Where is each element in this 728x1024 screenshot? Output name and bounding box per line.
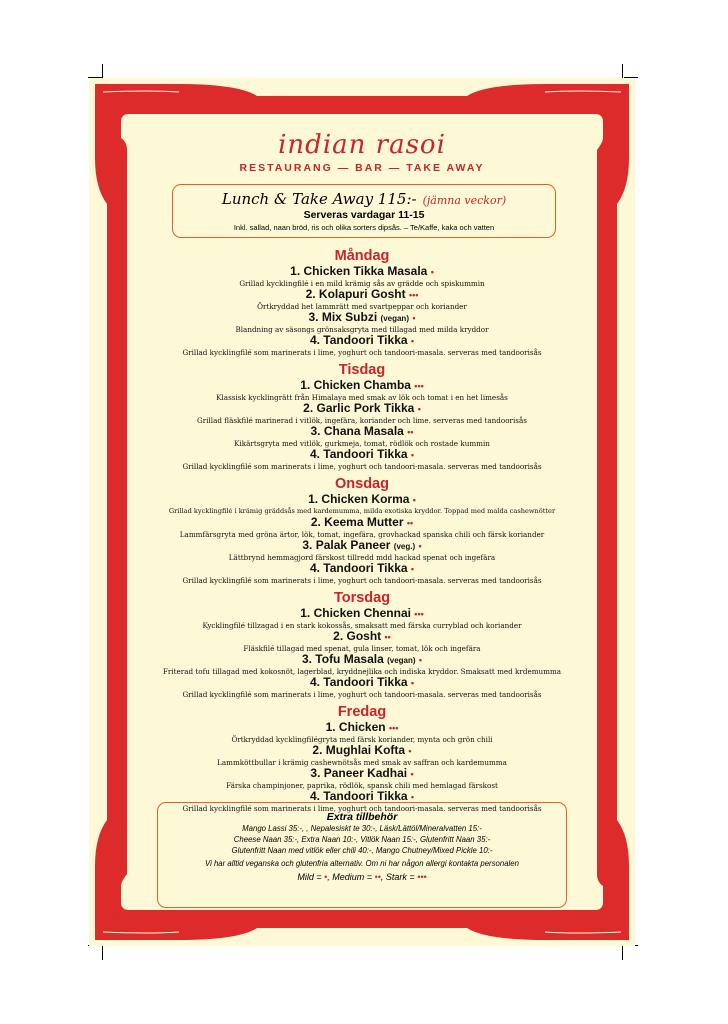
day-heading: Torsdag [333, 590, 391, 606]
crop-mark [102, 64, 103, 78]
heat-level: ••• [414, 609, 424, 619]
dish-description: Lammfärsgryta med gröna ärtor, lök, tomat, ingefära, grovhackad spanska chili och färsk koriander [179, 530, 545, 539]
dish-description: Färska champinjoner, paprika, rödlök, spansk chili med hemlagad färskost [226, 781, 498, 790]
dish-title: 2. Kolapuri Gosht ••• [305, 287, 419, 301]
crop-mark [622, 64, 623, 78]
dish-description: Grillad kycklingfilé som marinerats i lime, yoghurt och tandoori-masala. serveras med tandoorisås [182, 348, 542, 357]
heat-level: • [410, 678, 415, 688]
heat-legend: Mild = •, Medium = ••, Stark = ••• [297, 872, 427, 882]
dish-title: 4. Tandoori Tikka • [309, 675, 415, 689]
heat-level: • [410, 564, 415, 574]
dish-description: Grillad kycklingfilé i en mild krämig sås av grädde och spiskummin [239, 279, 485, 288]
heat-level: •• [407, 427, 414, 437]
dish-title: 1. Chicken Chennai ••• [300, 606, 424, 620]
heat-level: •• [406, 518, 414, 528]
dish-title: 4. Tandoori Tikka • [309, 561, 415, 575]
dish-title: 2. Garlic Pork Tikka • [303, 401, 421, 415]
lunch-title: Lunch & Take Away 115:- [221, 190, 417, 208]
dish-description: Lammköttbullar i krämig cashewnötsås med smak av saffran och kardemumma [217, 758, 507, 767]
dish-description: Örtkryddad kycklingfilégryta med färsk koriander, mynta och grön chili [231, 735, 493, 744]
heat-level: • [410, 336, 415, 346]
day-heading: Tisdag [338, 362, 386, 378]
day-section [89, 589, 635, 699]
dish-title: 1. Chicken ••• [325, 720, 399, 734]
dish-title: 1. Chicken Korma • [308, 492, 416, 506]
dish-description: Örtkryddad het lammrätt med svartpeppar och koriander [257, 302, 467, 311]
day-heading: Fredag [337, 704, 387, 720]
dish-description: Friterad tofu tillagad med kokosnöt, lagerblad, kryddnejlika och indiska kryddor. Smaksatt med krdemumma [162, 667, 562, 676]
dish-title: 4. Tandoori Tikka • [309, 789, 415, 803]
dish-title: 3. Chana Masala •• [310, 424, 414, 438]
heat-level: ••• [408, 290, 419, 300]
dish-title: 3. Mix Subzi (vegan) • [308, 310, 416, 324]
logo [89, 130, 635, 174]
dish-title: 4. Tandoori Tikka • [309, 447, 415, 461]
crop-mark [622, 946, 623, 960]
allergy-notice: Vi har alltid veganska och glutenfria alternativ. Om ni har någon allergi kontakta personalen [205, 859, 519, 868]
dish-description: Grillad kycklingfilé som marinerats i lime, yoghurt och tandoori-masala. serveras med tandoorisås [182, 804, 542, 813]
dish-title: 2. Keema Mutter •• [310, 515, 414, 529]
extras-line: Cheese Naan 35:-, Extra Naan 10:-, Vitlök Naan 15:-, Glutenfritt Naan 35:- [233, 835, 491, 844]
lunch-weeks: (jämna veckor) [422, 194, 507, 207]
dish-description: Kikärtsgryta med vitlök, gurkmeja, tomat, rödlök och rostade kummin [234, 439, 490, 448]
menu-content [89, 78, 635, 946]
dish-description: Grillad fläskfilé marinerad i vitlök, ingefära, koriander och lime. serveras med tandoorisås [197, 416, 527, 425]
extras-box [157, 802, 567, 908]
brand-tagline: RESTAURANG — BAR — TAKE AWAY [239, 162, 485, 174]
heat-level: •• [384, 632, 391, 642]
brand-name: indian rasoi [278, 130, 446, 160]
heat-level: • [410, 769, 414, 779]
heat-level: • [430, 267, 434, 277]
lunch-title-row [173, 190, 555, 208]
day-section [89, 703, 635, 813]
menu-sheet [89, 78, 635, 946]
dish-description: Fläskfilé tillagad med spenat, gula linser, tomat, lök och ingefära [243, 644, 481, 653]
dish-title: 2. Gosht •• [333, 629, 391, 643]
dish-title: 4. Tandoori Tikka • [309, 333, 415, 347]
extras-title: Extra tillbehör [326, 811, 398, 823]
heat-level: • [418, 541, 422, 551]
lunch-includes: Inkl. sallad, naan bröd, ris och olika sorters dipsås. – Te/Kaffe, kaka och vatten [233, 223, 495, 232]
heat-level: • [410, 792, 415, 802]
lunch-serving-hours: Serveras vardagar 11-15 [303, 209, 425, 221]
heat-level: ••• [414, 381, 424, 391]
day-heading: Måndag [334, 248, 390, 264]
heat-level: • [418, 655, 423, 665]
extras-line: Mango Lassi 35:-, , Nepalesiskt te 30:-, Läsk/Lättöl/Mineralvatten 15:- [242, 824, 482, 833]
day-heading: Onsdag [335, 476, 389, 492]
extras-line: Glutenfritt Naan med vitlök eller chili 40:-, Mango Chutney/Mixed Pickle 10:- [231, 846, 493, 855]
dish-title: 3. Tofu Masala (vegan) • [301, 652, 423, 666]
heat-level: ••• [388, 723, 399, 733]
day-section [89, 475, 635, 585]
dish-description: Grillad kycklingfilé som marinerats i lime, yoghurt och tandoori-masala. serveras med tandoorisås [182, 576, 542, 585]
heat-level: • [408, 746, 412, 756]
dish-description: Grillad kycklingfilé som marinerats i lime, yoghurt och tandoori-masala. serveras med tandoorisås [182, 690, 542, 699]
dish-description: Lättbrynd hemmagjord färskost tillredd mdd hackad spenat och ingefära [228, 553, 496, 562]
heat-level: • [410, 450, 415, 460]
day-section [89, 361, 635, 471]
dish-title: 3. Palak Paneer (veg.) • [302, 538, 422, 552]
dish-title: 1. Chicken Tikka Masala • [290, 264, 434, 278]
dish-title: 3. Paneer Kadhai • [310, 766, 414, 780]
day-section [89, 247, 635, 357]
lunch-info-box [172, 184, 556, 238]
dish-description: Kycklingfilé tillzagad i en stark kokossås, smaksatt med färska curryblad och koriander [202, 621, 522, 630]
heat-level: • [417, 404, 421, 414]
heat-level: • [412, 313, 416, 323]
weekday-menu [89, 243, 635, 813]
heat-level: • [412, 495, 416, 505]
dish-title: 1. Chicken Chamba ••• [300, 378, 424, 392]
dish-title: 2. Mughlai Kofta • [312, 743, 412, 757]
dish-description: Grillad kycklingfilé som marinerats i lime, yoghurt och tandoori-masala. serveras med tandoorisås [182, 462, 542, 471]
dish-description: Blandning av säsongs grönsaksgryta med tillagad med milda kryddor [235, 325, 489, 334]
dish-description: Grillad kycklingfilé i krämig gräddsås med kardemumma, milda exotiska kryddor. Toppad med malda cashewnötter [168, 507, 556, 515]
crop-mark [102, 946, 103, 960]
dish-description: Klassisk kycklingrätt från Himalaya med smak av lök och tomat i en het limesås [216, 393, 508, 402]
